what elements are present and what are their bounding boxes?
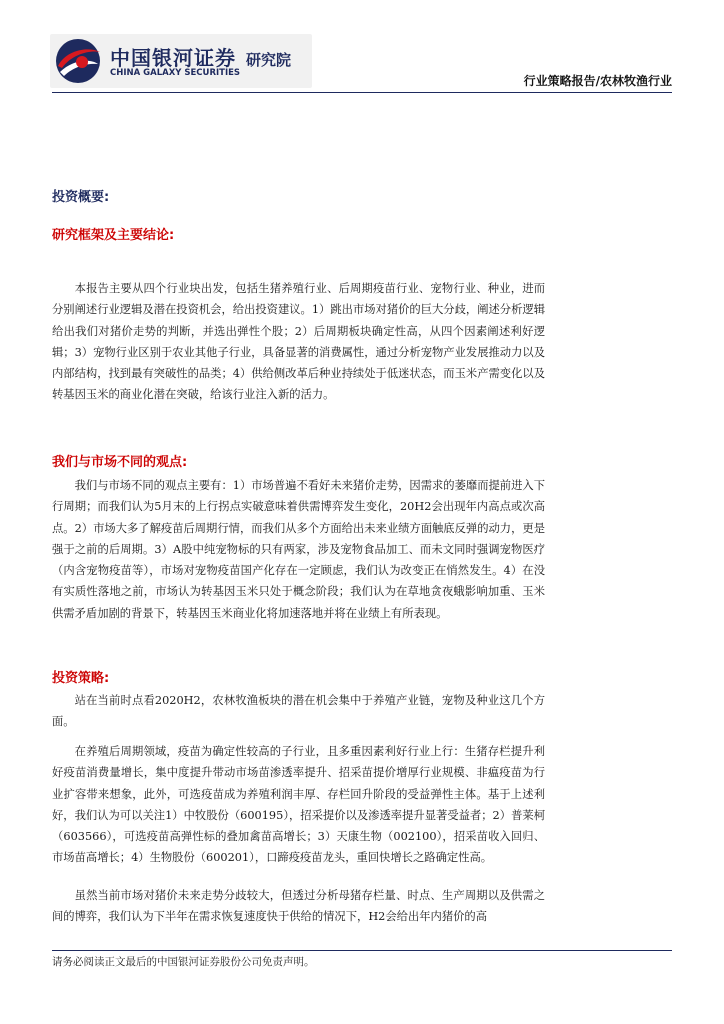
differing-views-heading: 我们与市场不同的观点: bbox=[52, 455, 188, 470]
differing-views-paragraph: 我们与市场不同的观点主要有：1）市场普遍不看好未来猪价走势，因需求的萎靡而提前进入下行周期；而我们认为5月末的上行拐点实破意味着供需博弈发生变化，20H2会出现年内高点或次高点。2）市场大多了解疫苗后周期行情，而我们从多个方面给出未来业绩方面触底反弹的动力，更是强于之前的后周期。3）A股中纯宠物标的只有两家，涉及宠物食品加工、而未文同时强调宠物医疗（内含宠物疫苗等），市场对宠物疫苗国产化存在一定顾虑，我们认为改变正在悄然发生。4）在没有实质性落地之前，市场认为转基因玉米只处于概念阶段；我们认为在草地贪夜蛾影响加重、玉米供需矛盾加剧的背景下，转基因玉米商业化将加速落地并将在业绩上有所表现。 bbox=[52, 479, 545, 620]
footer-disclaimer: 请务必阅读正文最后的中国银河证券股份公司免责声明。 bbox=[52, 956, 315, 968]
report-type-label: 行业策略报告/农林牧渔行业 bbox=[523, 74, 672, 88]
research-framework-heading: 研究框架及主要结论: bbox=[52, 228, 175, 243]
investment-strategy-heading: 投资策略: bbox=[52, 671, 110, 686]
footer-divider bbox=[52, 950, 672, 951]
strategy-paragraph-3: 虽然当前市场对猪价未来走势分歧较大，但透过分析母猪存栏量、时点、生产周期以及供需之间的博弈，我们认为下半年在需求恢复速度快于供给的情况下，H2会给出年内猪价的高 bbox=[52, 889, 545, 924]
galaxy-logo-icon bbox=[52, 36, 104, 86]
investment-summary-heading: 投资概要: bbox=[52, 190, 110, 205]
logo-english-name: CHINA GALAXY SECURITIES bbox=[110, 68, 241, 78]
strategy-paragraph-2: 在养殖后周期领域，疫苗为确定性较高的子行业，且多重因素利好行业上行：生猪存栏提升利好疫苗消费量增长，集中度提升带动市场苗渗透率提升、招采苗提价增厚行业规模、非瘟疫苗为行业扩容带来想象，此外，可选疫苗成为养殖利润丰厚、存栏回升阶段的受益弹性主体。基于上述利好，我们认为可以关注1）中牧股份（600195），招采提价以及渗透率提升显著受益者；2）普莱柯（603566），可选疫苗高弹性标的叠加禽苗高增长；3）天康生物（002100），招采苗收入回归、市场苗高增长；4）生物股份（600201），口蹄疫疫苗龙头，重回快增长之路确定性高。 bbox=[52, 745, 545, 865]
header-divider bbox=[52, 92, 672, 93]
logo-chinese-name: 中国银河证券 bbox=[110, 46, 236, 70]
page-header bbox=[0, 0, 724, 100]
company-logo bbox=[50, 34, 312, 88]
strategy-paragraph-1: 站在当前时点看2020H2，农林牧渔板块的潜在机会集中于养殖产业链，宠物及种业这几个方面。 bbox=[52, 694, 545, 729]
logo-institute-name: 研究院 bbox=[246, 51, 292, 69]
research-framework-paragraph: 本报告主要从四个行业块出发，包括生猪养殖行业、后周期疫苗行业、宠物行业、种业，进而分别阐述行业逻辑及潜在投资机会，给出投资建议。1）跳出市场对猪价的巨大分歧，阐述分析逻辑给出我们对猪价走势的判断，并选出弹性个股；2）后周期板块确定性高，从四个因素阐述利好逻辑；3）宠物行业区别于农业其他子行业，具备显著的消费属性，通过分析宠物产业发展推动力以及内部结构，找到最有突破性的品类；4）供给侧改革后种业持续处于低迷状态，而玉米产需变化以及转基因玉米的商业化潜在突破，给该行业注入新的活力。 bbox=[52, 282, 545, 402]
